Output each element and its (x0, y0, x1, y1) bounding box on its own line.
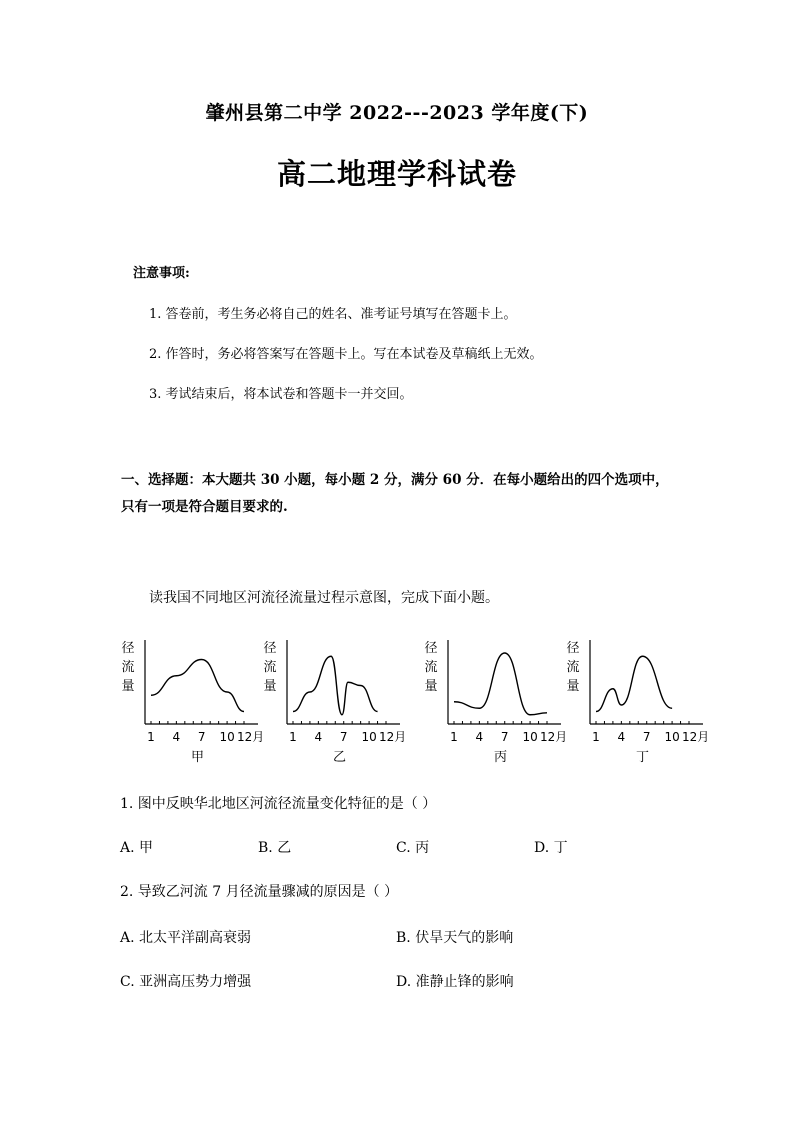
x-tick-label: 1 (450, 730, 458, 744)
notice-item: 1. 答卷前，考生务必将自己的姓名、准考证号填写在答题卡上。 (149, 307, 517, 322)
runoff-line (596, 656, 672, 711)
x-tick-label: 7 (339, 730, 348, 744)
chart-jia (121, 640, 264, 765)
option-2b[interactable]: B. 伏旱天气的影响 (396, 930, 514, 946)
runoff-line (293, 656, 378, 715)
y-axis-label-char: 量 (121, 679, 135, 694)
x-tick-label: 10 (522, 730, 538, 744)
option-2c[interactable]: C. 亚洲高压势力增强 (120, 974, 252, 990)
chart-ding (566, 640, 709, 765)
x-tick-label: 10 (219, 730, 235, 744)
x-tick-label: 12月 (237, 730, 265, 744)
question-1-stem: 1. 图中反映华北地区河流径流量变化特征的是（ ） (120, 796, 437, 812)
x-tick-label: 12月 (682, 730, 710, 744)
x-tick-label: 7 (197, 730, 206, 744)
y-axis-label-char: 量 (263, 679, 277, 694)
x-tick-label: 4 (172, 730, 181, 744)
runoff-line (454, 653, 547, 715)
question-intro: 读我国不同地区河流径流量过程示意图，完成下面小题。 (149, 590, 499, 606)
y-axis-label-char: 流 (424, 660, 438, 675)
x-tick-label: 4 (617, 730, 626, 744)
x-tick-label: 1 (592, 730, 600, 744)
option-1a[interactable]: A. 甲 (120, 840, 154, 856)
y-axis-label-char: 径 (566, 641, 580, 656)
y-axis-label-char: 量 (566, 679, 580, 694)
y-axis-label-char: 流 (263, 660, 277, 675)
y-axis-label-char: 流 (121, 660, 135, 675)
question-2-stem: 2. 导致乙河流 7 月径流量骤减的原因是（ ） (120, 884, 399, 900)
runoff-charts (0, 632, 794, 772)
x-tick-label: 7 (642, 730, 651, 744)
x-tick-label: 12月 (379, 730, 407, 744)
chart-bing (424, 640, 567, 765)
section-instructions (121, 467, 681, 521)
x-tick-label: 1 (147, 730, 155, 744)
x-tick-label: 4 (314, 730, 323, 744)
chart-yi (263, 640, 406, 765)
y-axis-label-char: 径 (424, 641, 438, 656)
x-tick-label: 7 (500, 730, 509, 744)
school-line: 肇州县第二中学 2022---2023 学年度(下) (205, 102, 589, 124)
option-1c[interactable]: C. 丙 (396, 840, 430, 856)
x-tick-label: 4 (475, 730, 484, 744)
y-axis-label-char: 流 (566, 660, 580, 675)
section-line: 只有一项是符合题目要求的. (121, 499, 288, 515)
panel-label: 甲 (190, 750, 205, 765)
panel-label: 丁 (635, 750, 650, 765)
option-1b[interactable]: B. 乙 (258, 840, 292, 856)
x-tick-label: 10 (361, 730, 377, 744)
x-tick-label: 12月 (540, 730, 568, 744)
panel-label: 乙 (332, 750, 347, 765)
notice-heading: 注意事项: (133, 266, 190, 281)
notice-item: 3. 考试结束后，将本试卷和答题卡一并交回。 (149, 387, 413, 402)
option-2d[interactable]: D. 准静止锋的影响 (396, 974, 514, 990)
x-tick-label: 10 (664, 730, 680, 744)
y-axis-label-char: 量 (424, 679, 438, 694)
runoff-line (151, 660, 244, 712)
option-1d[interactable]: D. 丁 (534, 840, 568, 856)
option-2a[interactable]: A. 北太平洋副高衰弱 (120, 930, 252, 946)
y-axis-label-char: 径 (121, 641, 135, 656)
panel-label: 丙 (493, 750, 508, 765)
notice-item: 2. 作答时，务必将答案写在答题卡上。写在本试卷及草稿纸上无效。 (149, 347, 543, 362)
exam-title: 高二地理学科试卷 (276, 157, 517, 191)
section-line: 一、选择题：本大题共 30 小题，每小题 2 分，满分 60 分．在每小题给出的四个选项中， (121, 472, 669, 488)
x-tick-label: 1 (289, 730, 297, 744)
y-axis-label-char: 径 (263, 641, 277, 656)
